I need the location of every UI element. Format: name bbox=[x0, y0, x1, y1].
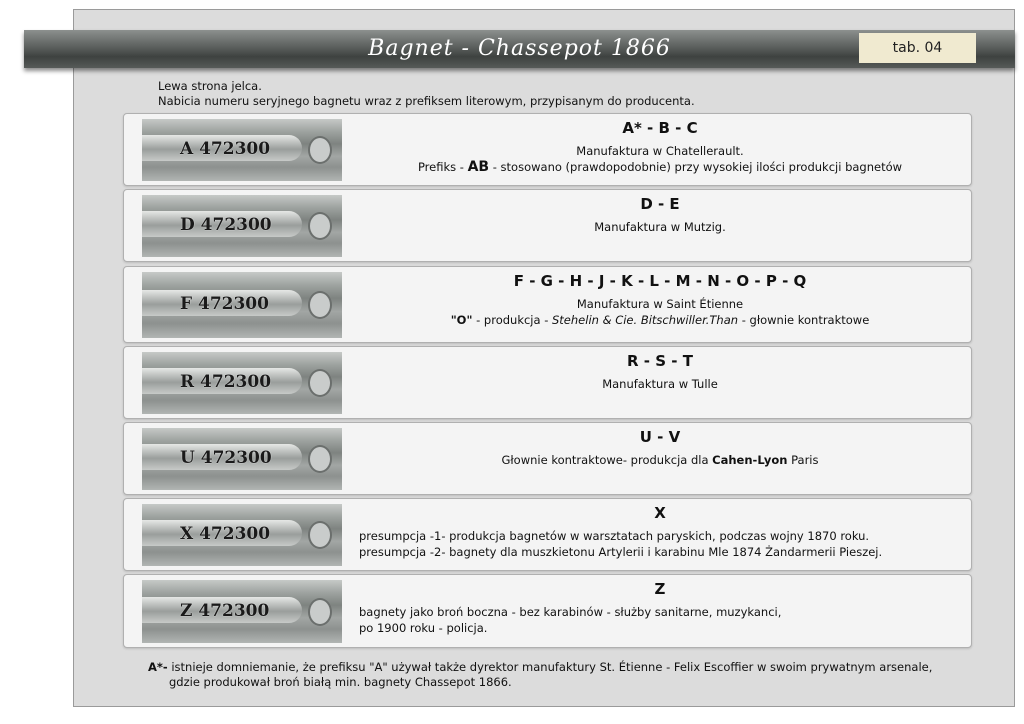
page-title: Bagnet - Chassepot 1866 bbox=[368, 36, 671, 61]
prefix-letters: Z bbox=[654, 580, 666, 598]
serial-stamp: U 472300 bbox=[180, 448, 272, 468]
manufacturer-line: Głownie kontraktowe- produkcja dla Cahen-Lyon Paris bbox=[501, 453, 819, 467]
list-item bbox=[123, 346, 972, 419]
serial-stamp: X 472300 bbox=[180, 524, 271, 544]
note-line: "O" - produkcja - Stehelin & Cie. Bitschwiller.Than - głownie kontraktowe bbox=[450, 313, 870, 327]
description-line-2: po 1900 roku - policja. bbox=[359, 621, 488, 635]
stamp-photo bbox=[142, 428, 342, 490]
presumption-line-2: presumpcja -2- bagnety dla muszkietonu Artylerii i karabinu Mle 1874 Żandarmerii Pieszej. bbox=[359, 545, 883, 559]
prefix-letters: X bbox=[654, 504, 666, 522]
stamp-photo bbox=[142, 195, 342, 257]
manufacturer-line: Manufaktura w Saint Étienne bbox=[576, 297, 744, 311]
manufacturer-line: Manufaktura w Chatellerault. bbox=[576, 144, 744, 158]
row-content bbox=[359, 118, 961, 175]
row-content bbox=[359, 579, 961, 636]
row-content bbox=[359, 351, 961, 392]
description-line-1: bagnety jako broń boczna - bez karabinów - służby sanitarne, muzykanci, bbox=[359, 605, 782, 619]
tab-badge: tab. 04 bbox=[859, 33, 976, 63]
stamp-photo bbox=[142, 119, 342, 181]
serial-stamp: R 472300 bbox=[180, 372, 272, 392]
note-line: Prefiks - AB - stosowano (prawdopodobnie) przy wysokiej ilości produkcji bagnetów bbox=[417, 159, 903, 175]
prefix-letters: R - S - T bbox=[627, 352, 693, 370]
list-item bbox=[123, 498, 972, 571]
list-item bbox=[123, 113, 972, 186]
list-item bbox=[123, 422, 972, 495]
list-item bbox=[123, 266, 972, 343]
stamp-photo bbox=[142, 272, 342, 338]
intro-text bbox=[158, 79, 695, 109]
serial-stamp: Z 472300 bbox=[180, 601, 270, 621]
stamp-photo bbox=[142, 504, 342, 566]
manufacturer-line: Manufaktura w Mutzig. bbox=[594, 220, 726, 234]
serial-stamp: A 472300 bbox=[180, 139, 271, 159]
row-content bbox=[359, 427, 961, 468]
serial-stamp: D 472300 bbox=[180, 215, 272, 235]
row-content bbox=[359, 271, 961, 328]
list-item bbox=[123, 189, 972, 262]
prefix-letters: U - V bbox=[639, 428, 681, 446]
list-item bbox=[123, 574, 972, 648]
serial-stamp: F 472300 bbox=[180, 294, 269, 314]
prefix-letters: F - G - H - J - K - L - M - N - O - P - Q bbox=[513, 272, 807, 290]
prefix-letters: A* - B - C bbox=[622, 119, 698, 137]
row-content bbox=[359, 194, 961, 235]
intro-line-2: Nabicia numeru seryjnego bagnetu wraz z prefiksem literowym, przypisanym do producenta. bbox=[158, 94, 695, 108]
footnote-line-1: A*- istnieje domniemanie, że prefiksu "A" używał także dyrektor manufaktury St. Étienne - Felix Escoffier w swoim prywatnym arsenale, bbox=[148, 660, 933, 674]
intro-line-1: Lewa strona jelca. bbox=[158, 79, 262, 93]
footnote-line-2: gdzie produkował broń białą min. bagnety Chassepot 1866. bbox=[169, 675, 512, 689]
manufacturer-line: Manufaktura w Tulle bbox=[602, 377, 718, 391]
stamp-photo bbox=[142, 352, 342, 414]
row-content bbox=[359, 503, 961, 560]
stamp-photo bbox=[142, 580, 342, 643]
prefix-letters: D - E bbox=[640, 195, 680, 213]
presumption-line-1: presumpcja -1- produkcja bagnetów w warsztatach paryskich, podczas wojny 1870 roku. bbox=[359, 529, 870, 543]
footnote bbox=[148, 660, 932, 690]
